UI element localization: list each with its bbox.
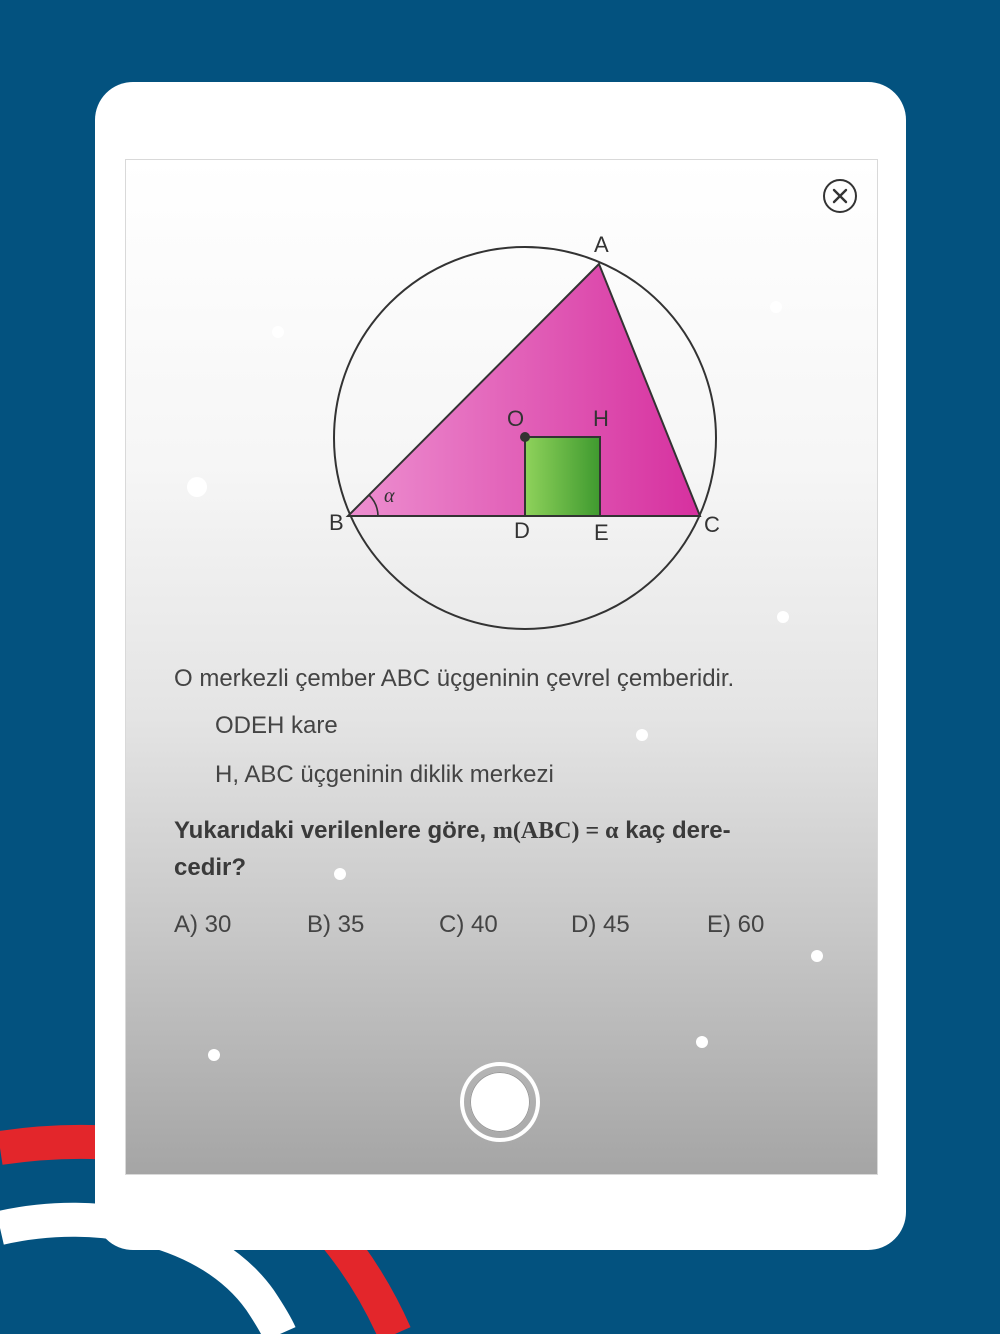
option-c: C) 40 [439,911,498,938]
sparkle-dot [811,950,823,962]
prompt-suffix: kaç dere- [625,817,731,844]
sparkle-dot [187,477,207,497]
sparkle-dot [696,1036,708,1048]
square-odeh [525,437,600,516]
center-point-o [520,432,530,442]
shutter-icon [470,1072,530,1132]
label-d: D [514,518,530,543]
label-e: E [594,520,609,545]
label-b: B [329,510,344,535]
given-square: ODEH kare [215,712,338,739]
option-e: E) 60 [707,911,765,938]
option-d: D) 45 [571,911,630,938]
label-a: A [594,232,609,257]
prompt-prefix: Yukarıdaki verilenlere göre, [174,817,487,844]
geometry-figure [126,160,877,660]
prompt-math: m(ABC) = α [492,818,619,844]
sparkle-dot [770,301,782,313]
shutter-button[interactable] [460,1062,540,1142]
question-prompt-line2: cedir? [174,854,247,881]
label-c: C [704,512,720,537]
question-prompt-line1 [174,817,731,845]
sparkle-dot [777,611,789,623]
given-orthocenter: H, ABC üçgeninin diklik merkezi [215,761,554,788]
option-a: A) 30 [174,911,232,938]
sparkle-dot [334,868,346,880]
label-h: H [593,406,609,431]
sparkle-dot [272,326,284,338]
sparkle-dot [636,729,648,741]
sparkle-dot [208,1049,220,1061]
camera-screen [125,159,878,1175]
question-statement: O merkezli çember ABC üçgeninin çevrel çemberidir. [174,665,735,692]
label-o: O [507,406,525,431]
label-alpha: α [384,485,395,507]
option-b: B) 35 [307,911,365,938]
